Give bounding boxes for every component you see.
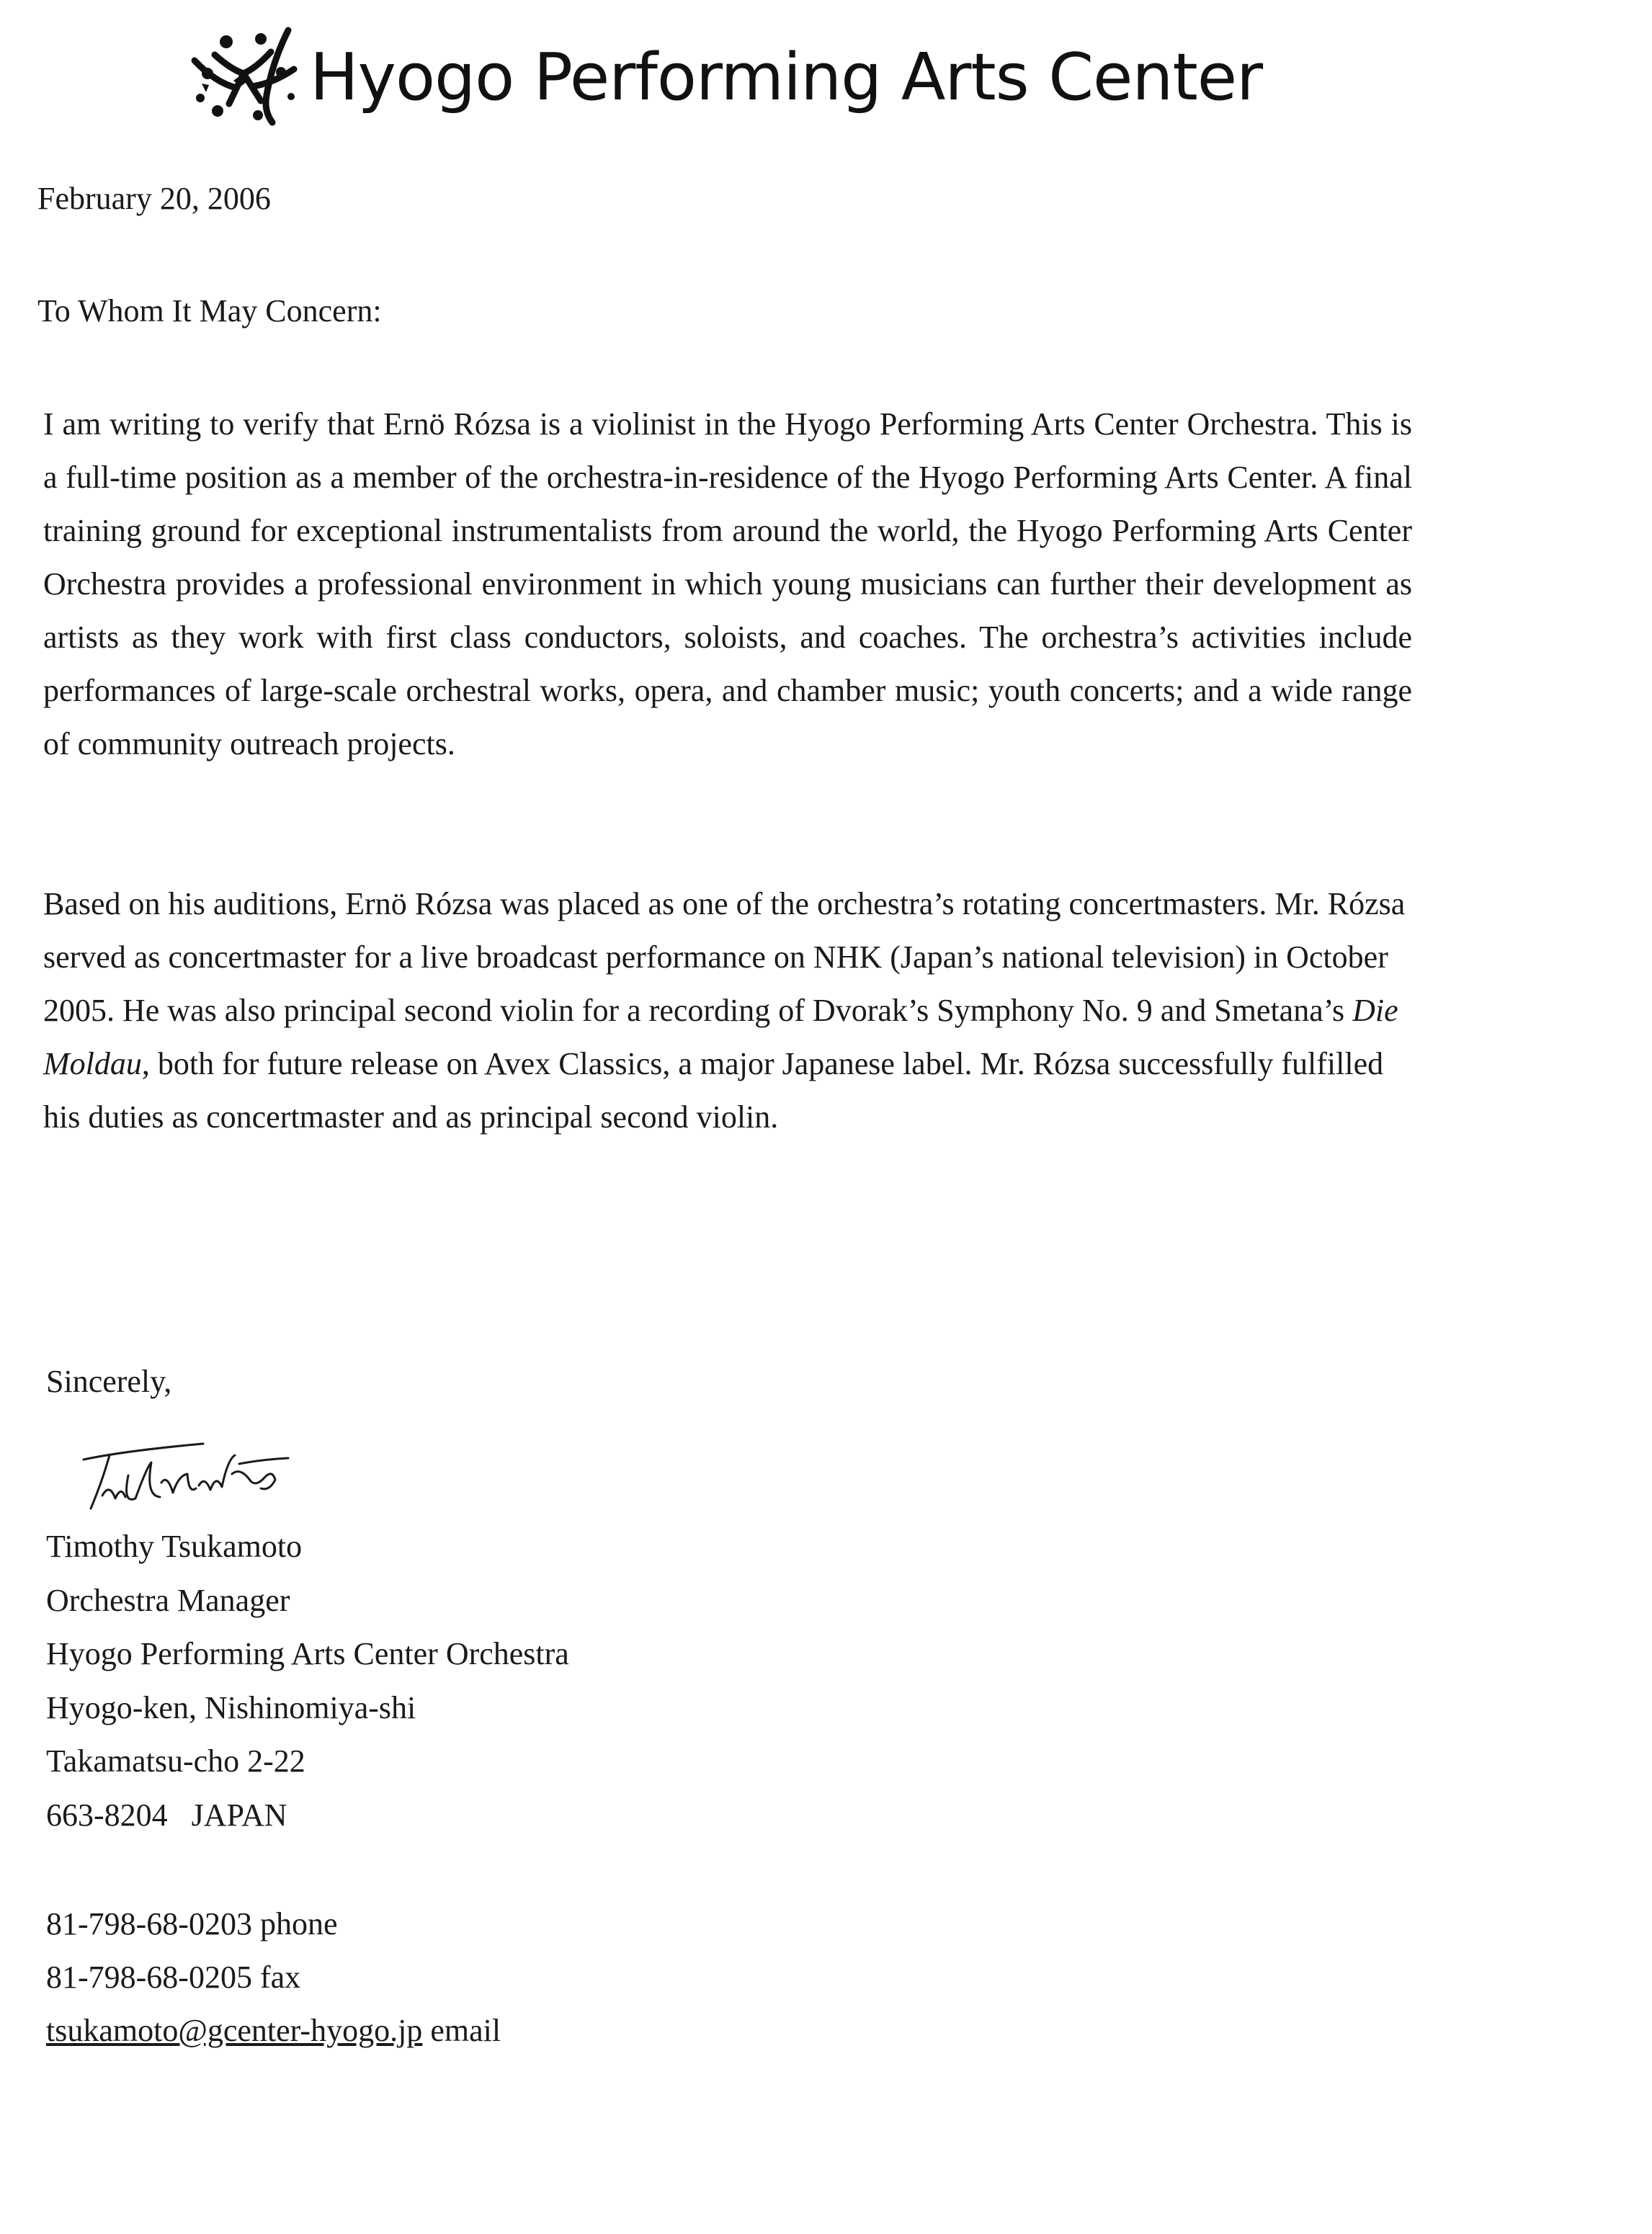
body-paragraph-2-italic-title: Die Moldau	[43, 993, 1398, 1081]
email-link[interactable]: tsukamoto@gcenter-hyogo.jp	[46, 2013, 423, 2048]
address-line-2: Takamatsu-cho 2-22	[46, 1743, 305, 1779]
address-line-1: Hyogo-ken, Nishinomiya-shi	[46, 1689, 416, 1725]
signature-block	[46, 1520, 569, 1842]
email-suffix: email	[422, 2013, 501, 2048]
body-paragraph-2-text-before: Based on his auditions, Ernö Rózsa was placed as one of the orchestra’s rotating concertmasters. Mr. Rózsa served as concertmaster for a live broadcast performance on NHK (Japan’s national television) in October 2005. He was also principal second violin for a recording of Dvorak’s Symphony No. 9 and Smetana’s	[43, 886, 1406, 1028]
salutation: To Whom It May Concern:	[37, 293, 382, 329]
closing: Sincerely,	[46, 1364, 172, 1399]
body-paragraph-2-text-after: , both for future release on Avex Classics, a major Japanese label. Mr. Rózsa successfully fulfilled his duties as concertmaster and as principal second violin.	[43, 1046, 1384, 1135]
phone-number: 81-798-68-0203 phone	[46, 1906, 338, 1942]
letterhead	[186, 26, 1295, 127]
postal-code: 663-8204 JAPAN	[46, 1797, 287, 1833]
contact-block	[46, 1898, 501, 2057]
handwritten-signature-icon	[81, 1438, 290, 1517]
organization-name: Hyogo Performing Arts Center	[310, 40, 1263, 115]
dancing-figures-logo-icon	[186, 26, 301, 127]
signer-title: Orchestra Manager	[46, 1582, 290, 1618]
body-paragraph-2	[43, 877, 1412, 1144]
body-paragraph-1: I am writing to verify that Ernö Rózsa is a violinist in the Hyogo Performing Arts Center Orchestra. This is a full-time position as a member of the orchestra-in-residence of the Hyogo Performing Arts Center. A final training ground for exceptional instrumentalists from around the world, the Hyogo Performing Arts Center Orchestra provides a professional environment in which young musicians can further their development as artists as they work with first class conductors, soloists, and coaches. The orchestra’s activities include performances of large-scale orchestral works, opera, and chamber music; youth concerts; and a wide range of community outreach projects.	[43, 406, 1412, 761]
fax-number: 81-798-68-0205 fax	[46, 1960, 301, 1995]
signer-name: Timothy Tsukamoto	[46, 1529, 303, 1564]
letter-date: February 20, 2006	[37, 181, 271, 216]
email-line	[46, 2004, 501, 2057]
signer-organization: Hyogo Performing Arts Center Orchestra	[46, 1636, 569, 1671]
